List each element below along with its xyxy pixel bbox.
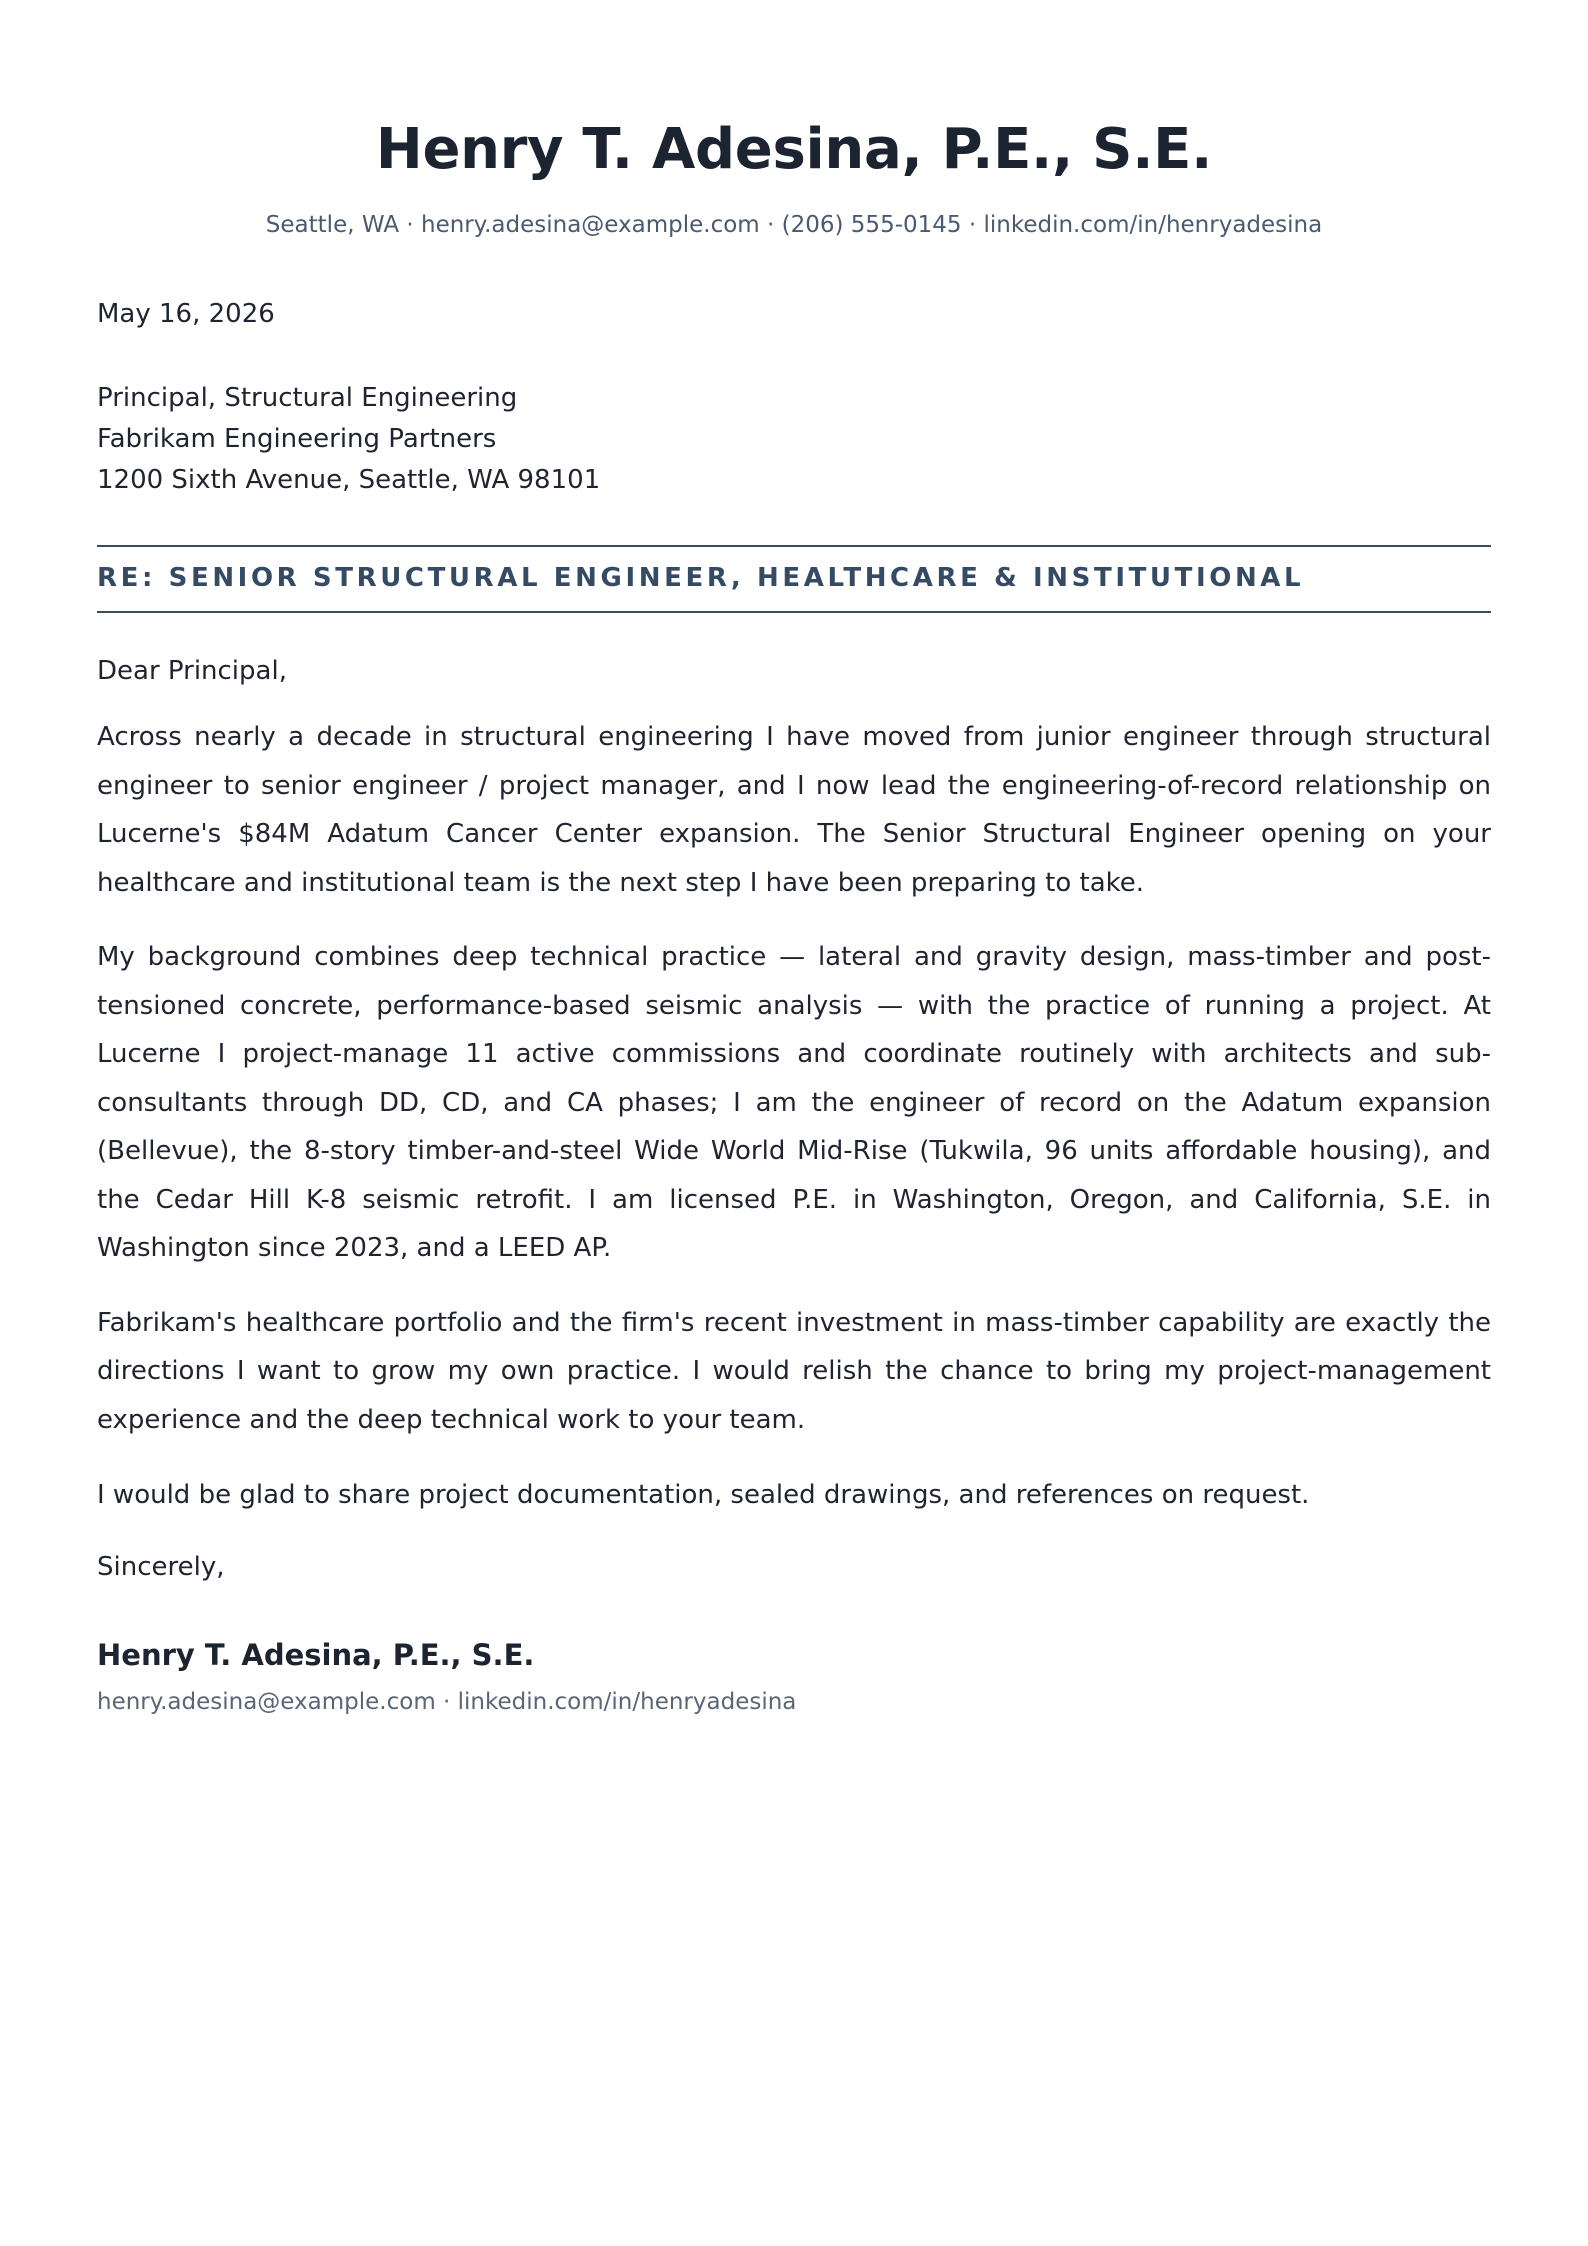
- signature-contact-line: henry.adesina@example.com · linkedin.com/in/henryadesina: [97, 1688, 797, 1715]
- body-paragraph-1: Across nearly a decade in structural engineering I have moved from junior engineer through structural engineer to senior engineer / project manager, and I now lead the engineering-of-record relationship on Lucerne's $84M Adatum Cancer Center expansion. The Senior Structural Engineer opening on your healthcare and institutional team is the next step I have been preparing to take.: [97, 722, 1491, 898]
- recipient-address: [97, 378, 1491, 501]
- subject-line: RE: SENIOR STRUCTURAL ENGINEER, HEALTHCARE & INSTITUTIONAL: [97, 563, 1305, 593]
- recipient-company: Fabrikam Engineering Partners: [97, 424, 497, 454]
- body-paragraph-4: I would be glad to share project documentation, sealed drawings, and references on request.: [97, 1480, 1310, 1510]
- applicant-contact-line: Seattle, WA · henry.adesina@example.com · (206) 555-0145 · linkedin.com/in/henryadesina: [265, 212, 1323, 238]
- subject-block: [97, 545, 1491, 613]
- applicant-name: Henry T. Adesina, P.E., S.E.: [375, 117, 1213, 182]
- salutation: Dear Principal,: [97, 656, 287, 686]
- letter-date: May 16, 2026: [97, 299, 275, 329]
- body-paragraph-2: My background combines deep technical practice — lateral and gravity design, mass-timber and post-tensioned concrete, performance-based seismic analysis — with the practice of running a project. At Lucerne I project-manage 11 active commissions and coordinate routinely with architects and sub-consultants through DD, CD, and CA phases; I am the engineer of record on the Adatum expansion (Bellevue), the 8-story timber-and-steel Wide World Mid-Rise (Tukwila, 96 units affordable housing), and the Cedar Hill K-8 seismic retrofit. I am licensed P.E. in Washington, Oregon, and California, S.E. in Washington since 2023, and a LEED AP.: [97, 942, 1491, 1263]
- closing: Sincerely,: [97, 1551, 225, 1582]
- body-paragraph-3: Fabrikam's healthcare portfolio and the firm's recent investment in mass-timber capability are exactly the directions I want to grow my own practice. I would relish the chance to bring my project-management experience and the deep technical work to your team.: [97, 1307, 1491, 1435]
- signature-name: Henry T. Adesina, P.E., S.E.: [97, 1637, 535, 1672]
- recipient-street: 1200 Sixth Avenue, Seattle, WA 98101: [97, 465, 601, 495]
- recipient-title: Principal, Structural Engineering: [97, 383, 518, 413]
